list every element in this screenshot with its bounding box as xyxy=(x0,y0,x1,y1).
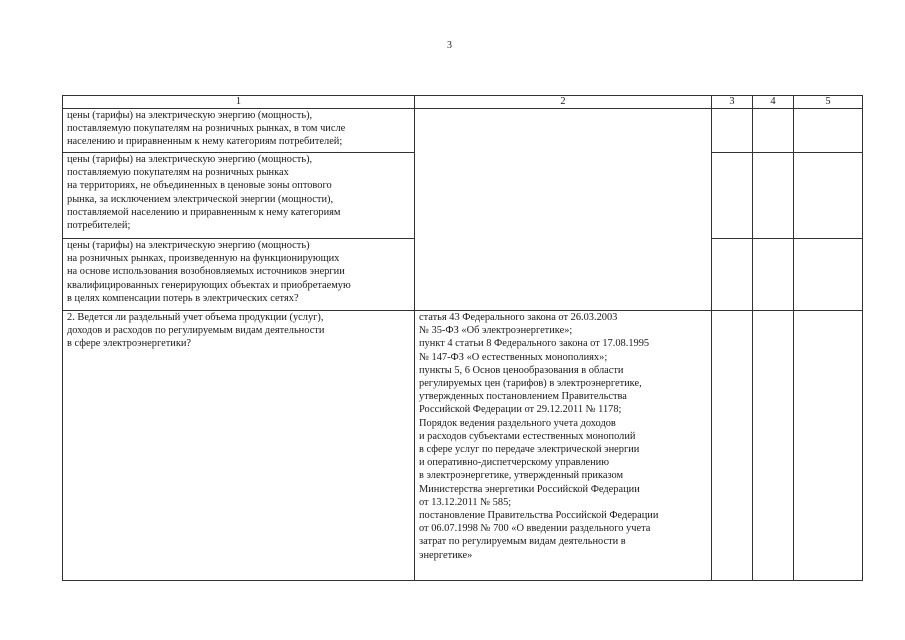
question-cell: цены (тарифы) на электрическую энергию (мощность), поставляемую покупателям на розничных рынках на территориях, не объединенных в ценовые зоны оптового рынка, за исключением электрической энергии (мощности), поставляемой населению и приравненным к нему категориям потребителей; xyxy=(63,153,415,239)
header-col-4: 4 xyxy=(753,96,794,109)
answer-cell xyxy=(753,109,794,153)
question-cell: 2. Ведется ли раздельный учет объема продукции (услуг), доходов и расходов по регулируемым видам деятельности в сфере электроэнергетики? xyxy=(63,311,415,581)
table-row xyxy=(63,109,863,153)
answer-cell xyxy=(753,153,794,239)
question-cell: цены (тарифы) на электрическую энергию (мощность), поставляемую покупателям на розничных рынках, в том числе населению и приравненным к нему категориям потребителей; xyxy=(63,109,415,153)
header-col-1: 1 xyxy=(63,96,415,109)
header-col-2: 2 xyxy=(415,96,712,109)
answer-cell xyxy=(712,239,753,311)
answer-cell xyxy=(794,109,863,153)
table-row xyxy=(63,311,863,581)
header-col-3: 3 xyxy=(712,96,753,109)
answer-cell xyxy=(794,311,863,581)
answer-cell xyxy=(794,153,863,239)
answer-cell xyxy=(712,109,753,153)
answer-cell xyxy=(712,153,753,239)
header-col-5: 5 xyxy=(794,96,863,109)
legal-basis-cell: статья 43 Федерального закона от 26.03.2003 № 35-ФЗ «Об электроэнергетике»; пункт 4 статьи 8 Федерального закона от 17.08.1995 № 147-ФЗ «О естественных монополиях»; пункты 5, 6 Основ ценообразования в области регулируемых цен (тарифов) в электроэнергетике, утвержденных постановлением Правительства Российской Федерации от 29.12.2011 № 1178; Порядок ведения раздельного учета доходов и расходов субъектами естественных монополий в сфере услуг по передаче электрической энергии и оперативно-диспетчерскому управлению в электроэнергетике, утвержденный приказом Министерства энергетики Российской Федерации от 13.12.2011 № 585; постановление Правительства Российской Федерации от 06.07.1998 № 700 «О введении раздельного учета затрат по регулируемым видам деятельности в энергетике» xyxy=(415,311,712,581)
answer-cell xyxy=(753,311,794,581)
legal-basis-cell-empty xyxy=(415,109,712,311)
header-row xyxy=(63,96,863,109)
answer-cell xyxy=(712,311,753,581)
requirements-table xyxy=(62,95,863,581)
answer-cell xyxy=(794,239,863,311)
question-cell: цены (тарифы) на электрическую энергию (мощность) на розничных рынках, произведенную на функционирующих на основе использования возобновляемых источников энергии квалифицированных генерирующих объектах и приобретаемую в целях компенсации потерь в электрических сетях? xyxy=(63,239,415,311)
answer-cell xyxy=(753,239,794,311)
page-number: 3 xyxy=(447,40,452,51)
